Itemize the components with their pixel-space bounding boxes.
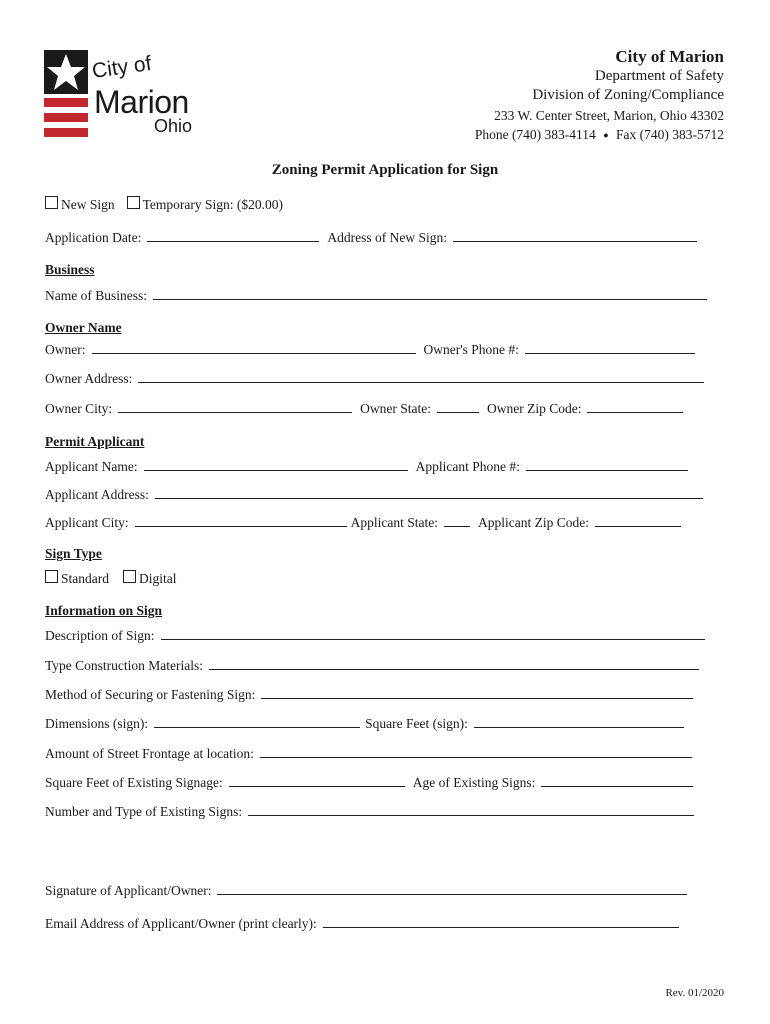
description-row (45, 627, 705, 644)
application-date-label: Application Date: (45, 230, 142, 245)
header-phone: Phone (740) 383-4114 (474, 127, 596, 142)
sign-options-row (45, 196, 283, 213)
owner-city-label: Owner City: (45, 401, 113, 416)
application-row (45, 229, 697, 246)
applicant-city-row (45, 514, 681, 531)
signature-label: Signature of Applicant/Owner: (45, 883, 212, 898)
section-owner: Owner Name (45, 320, 122, 335)
existing-age-label: Age of Existing Signs: (412, 775, 536, 790)
materials-field[interactable] (209, 657, 699, 670)
owner-state-label: Owner State: (360, 401, 431, 416)
bullet-icon: ● (603, 130, 609, 140)
applicant-name-label: Applicant Name: (45, 459, 138, 474)
header-dept: Department of Safety (594, 68, 724, 84)
existing-sqft-row (45, 774, 693, 791)
digital-checkbox[interactable] (123, 570, 136, 583)
existing-number-label: Number and Type of Existing Signs: (45, 804, 243, 819)
square-feet-field[interactable] (474, 715, 684, 728)
owner-phone-label: Owner's Phone #: (423, 342, 519, 357)
logo-marion: Marion (94, 84, 189, 120)
securing-field[interactable] (261, 686, 693, 699)
star-flag-icon (44, 50, 90, 142)
applicant-state-field[interactable] (444, 514, 470, 527)
digital-label: Digital (139, 571, 177, 586)
section-business: Business (45, 262, 95, 277)
sign-type-row (45, 570, 177, 587)
new-sign-checkbox[interactable] (45, 196, 58, 209)
signature-row (45, 882, 687, 899)
section-info: Information on Sign (45, 603, 163, 618)
header-division: Division of Zoning/Compliance (532, 87, 724, 103)
email-label: Email Address of Applicant/Owner (print clearly): (45, 916, 317, 931)
owner-city-field[interactable] (118, 400, 352, 413)
applicant-phone-field[interactable] (526, 458, 688, 471)
owner-label: Owner: (45, 342, 86, 357)
description-field[interactable] (161, 627, 705, 640)
temporary-sign-checkbox[interactable] (127, 196, 140, 209)
business-name-row (45, 287, 707, 304)
applicant-zip-label: Applicant Zip Code: (477, 515, 589, 530)
existing-number-row (45, 803, 694, 820)
applicant-phone-label: Applicant Phone #: (415, 459, 520, 474)
applicant-address-row (45, 486, 703, 503)
logo-ohio: Ohio (154, 116, 193, 136)
logo-city-of: City of (90, 51, 153, 84)
description-label: Description of Sign: (45, 628, 155, 643)
header-address: 233 W. Center Street, Marion, Ohio 43302 (494, 108, 724, 123)
section-sign-type: Sign Type (45, 546, 102, 561)
dimensions-label: Dimensions (sign): (45, 716, 149, 731)
email-field[interactable] (323, 915, 679, 928)
existing-number-field[interactable] (248, 803, 694, 816)
square-feet-label: Square Feet (sign): (365, 716, 468, 731)
business-name-label: Name of Business: (45, 288, 147, 303)
address-new-sign-label: Address of New Sign: (327, 230, 447, 245)
applicant-name-field[interactable] (144, 458, 408, 471)
applicant-name-row (45, 458, 688, 475)
section-applicant: Permit Applicant (45, 434, 145, 449)
owner-row (45, 341, 695, 358)
application-date-field[interactable] (147, 229, 319, 242)
applicant-address-label: Applicant Address: (45, 487, 149, 502)
dimensions-row (45, 715, 684, 732)
materials-row (45, 657, 699, 674)
header-fax: Fax (740) 383-5712 (616, 127, 724, 142)
header-contact (475, 127, 724, 143)
standard-label: Standard (61, 571, 109, 586)
materials-label: Type Construction Materials: (45, 658, 204, 673)
dimensions-field[interactable] (154, 715, 360, 728)
existing-age-field[interactable] (541, 774, 693, 787)
applicant-zip-field[interactable] (595, 514, 681, 527)
owner-field[interactable] (92, 341, 416, 354)
frontage-field[interactable] (260, 745, 692, 758)
owner-address-row (45, 370, 704, 387)
owner-zip-field[interactable] (587, 400, 683, 413)
signature-field[interactable] (217, 882, 687, 895)
frontage-label: Amount of Street Frontage at location: (45, 746, 254, 761)
form-title: Zoning Permit Application for Sign (271, 162, 499, 178)
owner-state-field[interactable] (437, 400, 479, 413)
revision-note: Rev. 01/2020 (665, 987, 724, 999)
existing-sqft-field[interactable] (229, 774, 405, 787)
email-row (45, 915, 679, 932)
applicant-city-label: Applicant City: (45, 515, 129, 530)
owner-address-field[interactable] (138, 370, 704, 383)
business-name-field[interactable] (153, 287, 707, 300)
applicant-state-label: Applicant State: (350, 515, 438, 530)
temporary-sign-label: Temporary Sign: ($20.00) (142, 197, 284, 212)
header-org: City of Marion (615, 47, 724, 66)
applicant-city-field[interactable] (135, 514, 347, 527)
new-sign-label: New Sign (61, 197, 115, 212)
owner-zip-label: Owner Zip Code: (486, 401, 582, 416)
securing-label: Method of Securing or Fastening Sign: (45, 687, 256, 702)
owner-address-label: Owner Address: (45, 371, 133, 386)
city-logo (44, 50, 204, 142)
owner-phone-field[interactable] (525, 341, 695, 354)
frontage-row (45, 745, 692, 762)
securing-row (45, 686, 693, 703)
applicant-address-field[interactable] (155, 486, 703, 499)
address-new-sign-field[interactable] (453, 229, 697, 242)
owner-city-row (45, 400, 683, 417)
existing-sqft-label: Square Feet of Existing Signage: (45, 775, 223, 790)
standard-checkbox[interactable] (45, 570, 58, 583)
